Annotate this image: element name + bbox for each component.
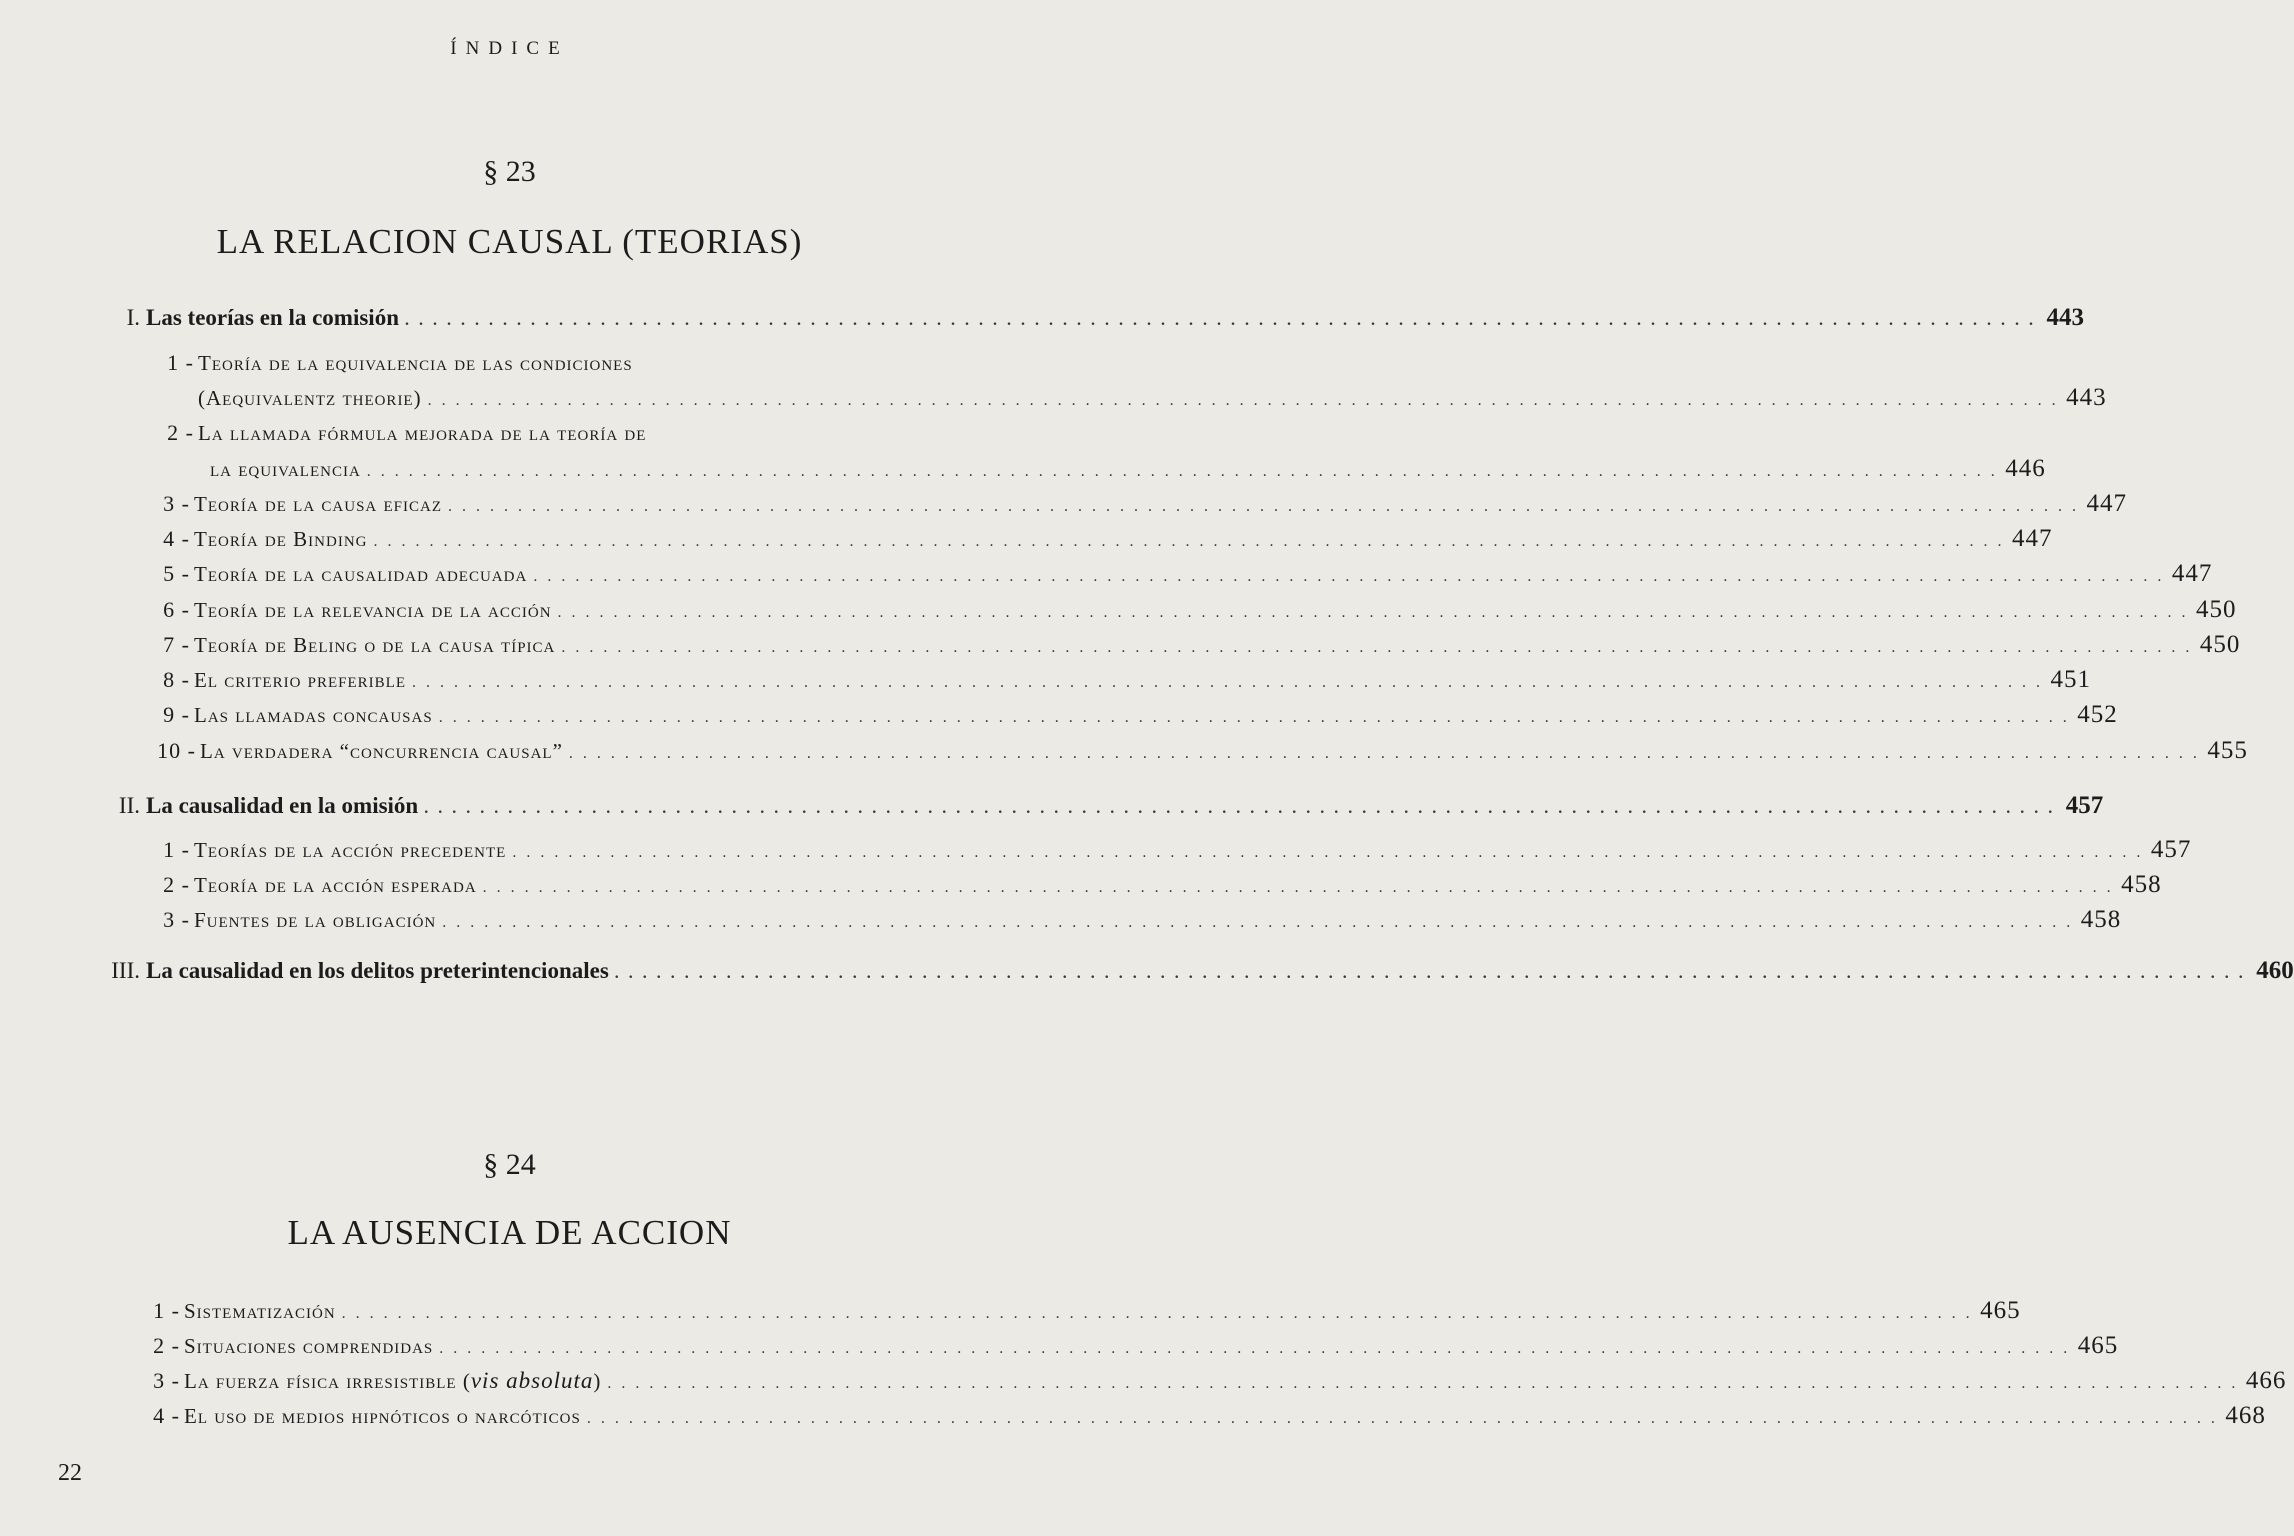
- entry-page: 465: [2077, 1332, 2119, 1359]
- entry-number: 2 -: [153, 1333, 180, 1358]
- entry-number: 2 -: [167, 420, 194, 445]
- toc-entry-s24-1: [150, 1297, 2021, 1325]
- leader-dots: [448, 498, 2079, 516]
- toc-entry-II1: [160, 836, 2192, 864]
- leader-dots: [405, 312, 2036, 330]
- entry-page: 446: [2005, 455, 2046, 482]
- entry-label: Fuentes de la obligación: [194, 908, 437, 932]
- entry-page: 458: [2080, 906, 2122, 933]
- toc-entry-I4: [160, 525, 2053, 553]
- entry-number: 3 -: [153, 1368, 180, 1393]
- entry-label-part: ): [593, 1369, 602, 1393]
- toc-entry-I5: [160, 560, 2213, 588]
- entry-page: 450: [2199, 631, 2241, 658]
- entry-label: Teoría de la causa eficaz: [194, 492, 442, 516]
- entry-label: Teoría de Beling o de la causa típica: [194, 633, 556, 657]
- entry-page: 447: [2086, 490, 2127, 517]
- entry-label: [184, 1368, 601, 1394]
- toc-entry-I1-line1: [160, 350, 633, 376]
- toc-entry-III: [80, 957, 2294, 985]
- toc-entry-s24-4: [150, 1402, 2266, 1430]
- toc-entry-s24-2: [150, 1332, 2119, 1360]
- toc-entry-II3: [160, 906, 2122, 934]
- entry-label: Teoría de la acción esperada: [194, 873, 477, 897]
- entry-label: El uso de medios hipnóticos o narcóticos: [184, 1404, 581, 1428]
- entry-page: 465: [1980, 1297, 2021, 1324]
- section-24-title: LA AUSENCIA DE ACCION: [287, 1213, 732, 1252]
- entry-number: 7 -: [163, 632, 190, 657]
- leader-dots: [558, 604, 2189, 622]
- entry-label: Teoría de la relevancia de la acción: [194, 598, 552, 622]
- toc-entry-I8: [160, 666, 2091, 694]
- section-24-mark: § 24: [483, 1148, 536, 1181]
- toc-entry-I2: [210, 455, 2046, 483]
- entry-number: II.: [118, 793, 140, 818]
- leader-dots: [442, 914, 2073, 932]
- entry-label-cont: (Aequivalentz theorie): [198, 386, 422, 410]
- entry-label: El criterio preferible: [194, 668, 406, 692]
- entry-label-italic: vis absoluta: [470, 1368, 594, 1393]
- entry-number: III.: [111, 958, 140, 983]
- entry-number: 9 -: [163, 702, 190, 727]
- section-23-title: LA RELACION CAUSAL (TEORIAS): [216, 222, 803, 261]
- entry-page: 468: [2225, 1402, 2266, 1429]
- entry-number: 1 -: [167, 350, 194, 375]
- entry-page: 466: [2245, 1367, 2287, 1394]
- toc-entry-I7: [160, 631, 2241, 659]
- entry-page: 458: [2121, 871, 2162, 898]
- entry-label: Sistematización: [184, 1299, 336, 1323]
- entry-number: 10 -: [157, 738, 196, 763]
- leader-dots: [512, 844, 2143, 862]
- entry-page: 455: [2207, 737, 2248, 764]
- toc-entry-I6: [160, 596, 2237, 624]
- leader-dots: [607, 1375, 2238, 1393]
- leader-dots: [428, 392, 2059, 410]
- entry-label: Teoría de la equivalencia de las condiciones: [198, 351, 633, 375]
- toc-entry-I1: [198, 384, 2107, 412]
- entry-number: 3 -: [163, 907, 190, 932]
- entry-label: Teorías de la acción precedente: [194, 838, 507, 862]
- leader-dots: [587, 1410, 2218, 1428]
- entry-page: 447: [2171, 560, 2213, 587]
- entry-page: 447: [2011, 525, 2053, 552]
- leader-dots: [439, 709, 2070, 727]
- leader-dots: [561, 639, 2192, 657]
- toc-entry-II: [80, 792, 2104, 820]
- leader-dots: [439, 1340, 2070, 1358]
- entry-label: La verdadera “concurrencia causal”: [200, 739, 563, 763]
- entry-number: 6 -: [163, 597, 190, 622]
- entry-label: Situaciones comprendidas: [184, 1334, 434, 1358]
- entry-label: Las llamadas concausas: [194, 703, 433, 727]
- entry-label: Las teorías en la comisión: [146, 305, 399, 330]
- entry-page: 443: [2066, 384, 2107, 411]
- leader-dots: [412, 674, 2043, 692]
- entry-number: 4 -: [153, 1403, 180, 1428]
- running-head: ÍNDICE: [450, 38, 569, 59]
- section-23-mark: § 23: [483, 155, 536, 188]
- leader-dots: [373, 533, 2004, 551]
- entry-number: 3 -: [163, 491, 190, 516]
- entry-number: 5 -: [163, 561, 190, 586]
- entry-page: 451: [2050, 666, 2091, 693]
- toc-entry-I10: [150, 737, 2248, 765]
- entry-number: 1 -: [163, 837, 190, 862]
- leader-dots: [342, 1305, 1973, 1323]
- entry-page: 452: [2077, 701, 2118, 728]
- entry-number: I.: [126, 305, 140, 330]
- leader-dots: [483, 879, 2114, 897]
- leader-dots: [367, 463, 1998, 481]
- entry-label: La llamada fórmula mejorada de la teoría de: [198, 421, 647, 445]
- leader-dots: [615, 965, 2246, 983]
- page-number: 22: [58, 1460, 82, 1486]
- toc-entry-II2: [160, 871, 2162, 899]
- entry-label-cont: la equivalencia: [210, 457, 361, 481]
- entry-label-part: La fuerza física irresistible (: [184, 1369, 471, 1393]
- entry-page: 460: [2256, 957, 2294, 984]
- leader-dots: [424, 800, 2055, 818]
- entry-number: 2 -: [163, 872, 190, 897]
- leader-dots: [533, 568, 2164, 586]
- entry-label: Teoría de la causalidad adecuada: [194, 562, 528, 586]
- entry-page: 443: [2046, 304, 2084, 331]
- toc-entry-s24-3: [150, 1367, 2287, 1395]
- toc-entry-I: [80, 304, 2084, 332]
- entry-label: La causalidad en la omisión: [146, 793, 419, 818]
- entry-number: 8 -: [163, 667, 190, 692]
- toc-entry-I2-line1: [160, 420, 646, 446]
- entry-number: 1 -: [153, 1298, 180, 1323]
- toc-entry-I9: [160, 701, 2118, 729]
- entry-page: 457: [2065, 792, 2104, 819]
- toc-entry-I3: [160, 490, 2127, 518]
- entry-number: 4 -: [163, 526, 190, 551]
- entry-page: 450: [2196, 596, 2237, 623]
- entry-label: Teoría de Binding: [194, 527, 368, 551]
- entry-label: La causalidad en los delitos preterintencionales: [146, 958, 609, 983]
- leader-dots: [569, 745, 2200, 763]
- entry-page: 457: [2150, 836, 2192, 863]
